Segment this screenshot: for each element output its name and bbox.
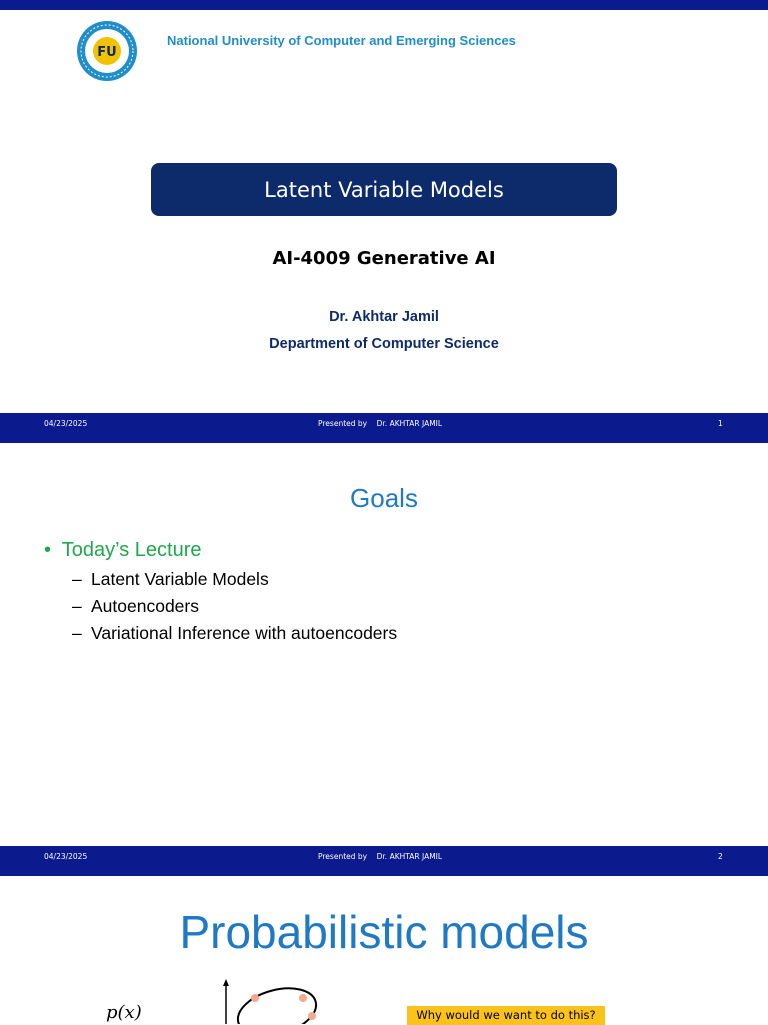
footer-date: 04/23/2025 (44, 419, 88, 428)
footer-page-number: 1 (718, 419, 723, 428)
sample-point (299, 994, 307, 1002)
sub-item (72, 596, 199, 617)
logo-text: FU (97, 45, 117, 60)
bullet-item (44, 539, 202, 562)
slide-title: Goals (350, 483, 418, 513)
university-logo (76, 20, 138, 82)
sample-point (308, 1012, 316, 1020)
dash-icon: – (72, 623, 82, 643)
dash-icon: – (72, 596, 82, 616)
bullet-icon: • (44, 539, 52, 561)
slide-title: Latent Variable Models (151, 163, 617, 216)
density-contour (233, 980, 322, 1024)
department-name: Department of Computer Science (269, 336, 499, 352)
distribution-sketch (215, 978, 325, 1024)
dash-icon: – (72, 569, 82, 589)
sample-point (251, 994, 259, 1002)
sub-item-label: Autoencoders (91, 596, 199, 616)
sub-item-label: Variational Inference with autoencoders (91, 623, 398, 643)
axis-arrow-icon (223, 979, 229, 986)
callout-box: Why would we want to do this? (407, 1006, 605, 1025)
slide-footer-1 (0, 413, 768, 443)
slide-title: Probabilistic models (179, 906, 589, 958)
sub-item (72, 569, 269, 590)
footer-date: 04/23/2025 (44, 852, 88, 861)
footer-presenter: Presented by Dr. AKHTAR JAMIL (318, 419, 443, 428)
footer-presenter: Presented by Dr. AKHTAR JAMIL (318, 852, 443, 861)
formula-label: p(x) (106, 1002, 142, 1023)
presenter-name: Dr. Akhtar Jamil (329, 309, 439, 325)
top-bar (0, 0, 768, 10)
footer-page-number: 2 (718, 852, 723, 861)
university-name: National University of Computer and Emerging Sciences (167, 33, 516, 48)
course-name: AI-4009 Generative AI (272, 248, 496, 269)
sub-item (72, 623, 397, 644)
slide-1 (0, 0, 768, 413)
bullet-label: Today’s Lecture (61, 539, 202, 561)
slide-footer-2 (0, 846, 768, 876)
sub-item-label: Latent Variable Models (91, 569, 269, 589)
